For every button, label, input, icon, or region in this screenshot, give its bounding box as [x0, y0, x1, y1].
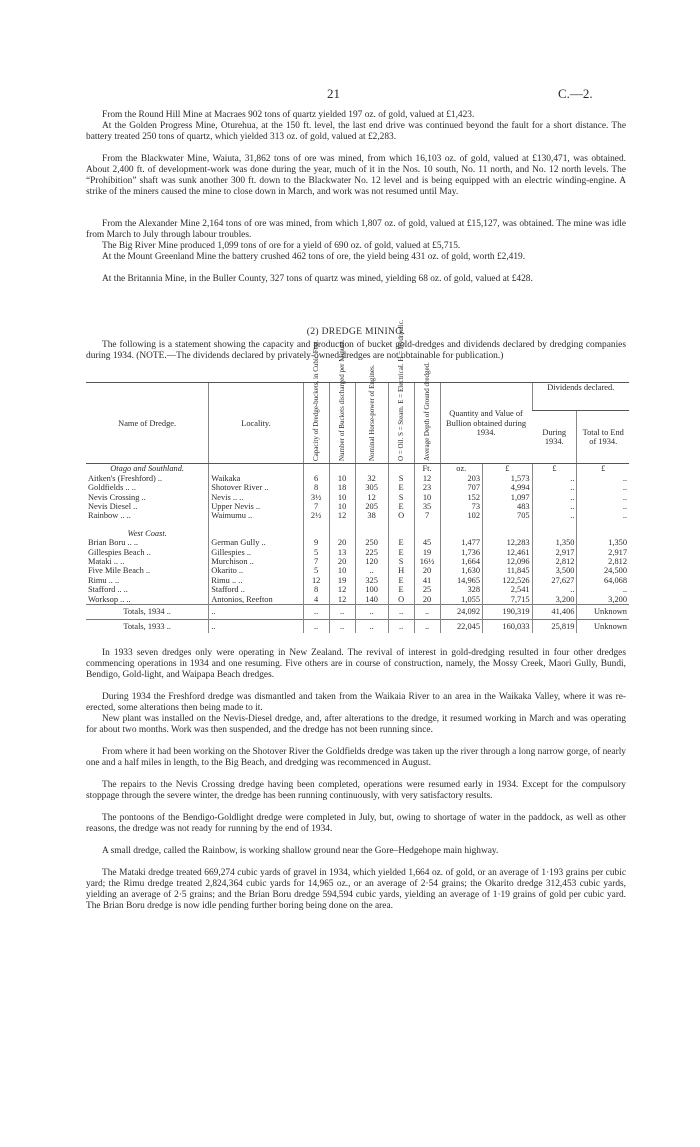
cell-horsepower: 250 — [355, 538, 388, 547]
cell-power: O — [388, 595, 414, 605]
cell-capacity: 9 — [303, 538, 329, 547]
cell-value: 160,033 — [483, 619, 533, 633]
cell-buckets: 18 — [329, 483, 355, 492]
cell-horsepower: .. — [355, 619, 388, 633]
cell-div-during: 25,819 — [532, 619, 577, 633]
header-buckets: Number of Buckets discharged per Minute. — [329, 383, 355, 464]
cell-name: Brian Boru .. .. — [88, 538, 139, 548]
cell-value: 1,573 — [483, 474, 533, 483]
cell-capacity: 3½ — [303, 493, 329, 502]
page-header — [0, 86, 700, 102]
cell-capacity: 7 — [303, 557, 329, 566]
cell-oz: 1,055 — [440, 595, 482, 605]
totals-rows — [86, 605, 629, 633]
cell-capacity: 5 — [303, 548, 329, 557]
cell-power: S — [388, 474, 414, 483]
cell-capacity: .. — [303, 619, 329, 633]
cell-value: 11,845 — [483, 566, 533, 575]
cell-name: Five Mile Beach .. — [88, 566, 151, 576]
cell-buckets: .. — [329, 619, 355, 633]
cell-depth: 19 — [414, 548, 440, 557]
cell-name: Nevis Crossing .. — [88, 492, 146, 502]
cell-div-during: 2,812 — [532, 557, 577, 566]
cell-div-during: 27,627 — [532, 576, 577, 585]
cell-name: Mataki .. .. — [88, 557, 125, 567]
header-div-total: Total to End of 1934. — [577, 411, 629, 464]
cell-div-during: .. — [532, 511, 577, 520]
cell-depth: 10 — [414, 493, 440, 502]
table-row — [86, 595, 629, 605]
cell-name: Rimu .. .. — [88, 575, 120, 585]
header-div-during: During 1934. — [532, 411, 577, 464]
cell-name: Nevis Diesel .. — [88, 502, 138, 512]
cell-div-during: 41,406 — [532, 605, 577, 619]
cell-div-during: 3,500 — [532, 566, 577, 575]
unit-div-during: £ — [532, 464, 577, 474]
cell-horsepower: 205 — [355, 502, 388, 511]
cell-depth: .. — [414, 619, 440, 633]
cell-power: S — [388, 557, 414, 566]
cell-horsepower: 305 — [355, 483, 388, 492]
cell-value: 12,461 — [483, 548, 533, 557]
cell-div-total: 2,812 — [577, 557, 629, 566]
paragraph-britannia: At the Britannia Mine, in the Buller County, 327 tons of quartz was mined, yielding 68 oz. of gold, valued at £428. — [102, 274, 533, 284]
header-capacity: Capacity of Dredge-buckets, in Cubic Feet. — [303, 383, 329, 464]
cell-name: Worksop .. .. — [88, 594, 131, 604]
cell-locality: Gillespies .. — [209, 548, 303, 557]
unit-div-total: £ — [577, 464, 629, 474]
cell-horsepower: 100 — [355, 585, 388, 594]
cell-locality: .. — [209, 619, 303, 633]
cell-div-during: 2,917 — [532, 548, 577, 557]
cell-buckets: 12 — [329, 595, 355, 605]
cell-capacity: 4 — [303, 595, 329, 605]
cell-power: .. — [388, 619, 414, 633]
cell-name: Goldfields .. .. — [88, 483, 136, 493]
cell-div-total: Unknown — [577, 605, 629, 619]
cell-value: 190,319 — [483, 605, 533, 619]
cell-power: .. — [388, 605, 414, 619]
cell-power: E — [388, 483, 414, 492]
table-row — [86, 483, 629, 492]
cell-capacity: 5 — [303, 566, 329, 575]
cell-depth: 7 — [414, 511, 440, 520]
cell-capacity: 6 — [303, 474, 329, 483]
cell-depth: 35 — [414, 502, 440, 511]
paragraph-rainbow: A small dredge, called the Rainbow, is working shallow ground near the Gore–Hedgehope main highway. — [102, 846, 499, 856]
cell-buckets: .. — [329, 605, 355, 619]
totals-row — [86, 605, 629, 619]
cell-horsepower: 38 — [355, 511, 388, 520]
cell-locality: Murchison .. — [209, 557, 303, 566]
cell-div-total: 24,500 — [577, 566, 629, 575]
cell-buckets: 20 — [329, 557, 355, 566]
paragraph-mataki-rimu: The Mataki dredge treated 669,274 cubic yards of gravel in 1934, which yielded 1,664 oz. of gold, or an average of 1·193 grains per cubic yard; the Rimu dredge treated 2,824,364 cubic yards for 14,965 oz., or an average of 2·54 grains; the Okarito dredge 312,453 cubic yards, yielding an average of 2·5 grains; and the Brian Boru dredge 594,594 cubic yards, yielding an average of 1·19 grains of gold per cubic yard. The Brian Boru dredge is now idle pending further boring being done on the area. — [86, 868, 626, 911]
cell-buckets: 10 — [329, 566, 355, 575]
cell-div-total: 64,068 — [577, 576, 629, 585]
region-row-west-coast — [86, 521, 629, 538]
cell-buckets: 10 — [329, 493, 355, 502]
cell-horsepower: .. — [355, 605, 388, 619]
cell-oz: 1,630 — [440, 566, 482, 575]
cell-power: O — [388, 511, 414, 520]
cell-value: 483 — [483, 502, 533, 511]
section-heading: (2) DREDGE MINING. — [306, 326, 406, 337]
cell-capacity: 8 — [303, 483, 329, 492]
cell-div-total: .. — [577, 502, 629, 511]
cell-depth: 20 — [414, 595, 440, 605]
region-title: West Coast. — [127, 528, 167, 538]
header-dividends: Dividends declared. — [532, 383, 629, 411]
cell-capacity: 8 — [303, 585, 329, 594]
region-west-coast-rows — [86, 538, 629, 604]
cell-totals-label: Totals, 1933 .. — [86, 619, 209, 633]
unit-depth: Ft. — [414, 464, 440, 474]
cell-div-total: .. — [577, 474, 629, 483]
cell-oz: 22,045 — [440, 619, 482, 633]
cell-div-total: 2,917 — [577, 548, 629, 557]
cell-name: Aitken's (Freshford) .. — [88, 473, 163, 483]
paragraph-round-hill: From the Round Hill Mine at Macraes 902 tons of quartz yielded 197 oz. of gold, valued at £1,423. — [102, 110, 475, 120]
cell-buckets: 20 — [329, 538, 355, 547]
cell-div-total: Unknown — [577, 619, 629, 633]
cell-oz: 152 — [440, 493, 482, 502]
cell-div-during: 3,200 — [532, 595, 577, 605]
paragraph-nevis-crossing: The repairs to the Nevis Crossing dredge having been completed, operations were resumed early in 1934. Except for the compulsory stoppage through the severe winter, the dredge has been running continuously, with very satisfactory results. — [86, 780, 626, 801]
cell-locality: Waimumu .. — [209, 511, 303, 520]
cell-div-total: .. — [577, 493, 629, 502]
header-depth: Average Depth of Ground dredged. — [414, 383, 440, 464]
cell-capacity: .. — [303, 605, 329, 619]
cell-div-total: .. — [577, 511, 629, 520]
cell-div-total: .. — [577, 585, 629, 594]
table-row — [86, 502, 629, 511]
cell-totals-label: Totals, 1934 .. — [86, 605, 209, 619]
cell-oz: 102 — [440, 511, 482, 520]
paragraph-golden-progress: At the Golden Progress Mine, Oturehua, at the 150 ft. level, the last end drive was continued beyond the fault for a short distance. The battery treated 250 tons of quartz, which yielded 313 oz. of gold, valued at £2,283. — [86, 121, 626, 142]
paragraph-blackwater: From the Blackwater Mine, Waiuta, 31,862 tons of ore was mined, from which 16,103 oz. of gold, valued at £130,471, was obtained. About 2,400 ft. of development-work was done during the year, much of it in the Nos. 10 south, No. 11 north, and No. 12 north levels. The “Prohibition” shaft was sunk another 300 ft. down to the Blackwater No. 12 level and is being equipped with an electric winding-engine. A strike of the miners caused the mine to close down in March, and work was not resumed until May. — [86, 154, 626, 197]
cell-div-total: .. — [577, 483, 629, 492]
cell-power: E — [388, 502, 414, 511]
cell-depth: .. — [414, 605, 440, 619]
cell-div-during: .. — [532, 493, 577, 502]
paragraph-1933-dredges: In 1933 seven dredges only were operating in New Zealand. The revival of interest in gold-dredging resulted in four other dredges commencing operations in 1934 and one resuming. Five others are in course of construction, namely, the Mossy Creek, Maori Gully, Bundi, Bendigo, Gold-light, and Waipapa Beach dredges. — [86, 648, 626, 680]
cell-name: Gillespies Beach .. — [88, 547, 151, 557]
table-row — [86, 474, 629, 483]
cell-oz: 1,736 — [440, 548, 482, 557]
region-row-otago — [86, 464, 629, 474]
cell-value: 4,994 — [483, 483, 533, 492]
cell-oz: 203 — [440, 474, 482, 483]
cell-div-total: 1,350 — [577, 538, 629, 547]
cell-div-during: .. — [532, 585, 577, 594]
cell-depth: 16½ — [414, 557, 440, 566]
cell-power: E — [388, 538, 414, 547]
cell-power: E — [388, 548, 414, 557]
cell-horsepower: 32 — [355, 474, 388, 483]
cell-horsepower: 325 — [355, 576, 388, 585]
document-reference: C.—2. — [558, 86, 593, 101]
cell-horsepower: 225 — [355, 548, 388, 557]
cell-horsepower: .. — [355, 566, 388, 575]
table-row — [86, 576, 629, 585]
cell-capacity: 12 — [303, 576, 329, 585]
table-row — [86, 585, 629, 594]
paragraph-nevis-diesel: New plant was installed on the Nevis-Diesel dredge, and, after alterations to the dredge, it resumed working in March and was operating for about two months. Work was then suspended, and the dredge has not been running since. — [86, 714, 626, 735]
paragraph-bendigo-goldlight: The pontoons of the Bendigo-Goldlight dredge were completed in July, but, owing to shortage of water in the paddock, as well as other reasons, the dredge was not ready for running by the end of 1934. — [86, 813, 626, 834]
cell-horsepower: 140 — [355, 595, 388, 605]
cell-value: 12,096 — [483, 557, 533, 566]
cell-oz: 707 — [440, 483, 482, 492]
cell-depth: 25 — [414, 585, 440, 594]
cell-buckets: 10 — [329, 474, 355, 483]
cell-locality: Waikaka — [209, 474, 303, 483]
cell-locality: Okarito .. — [209, 566, 303, 575]
cell-oz: 14,965 — [440, 576, 482, 585]
table-row — [86, 557, 629, 566]
totals-row — [86, 619, 629, 633]
header-horsepower: Nominal Horse-power of Engines. — [355, 383, 388, 464]
cell-locality: Antonios, Reefton — [209, 595, 303, 605]
cell-buckets: 12 — [329, 585, 355, 594]
cell-buckets: 12 — [329, 511, 355, 520]
cell-div-total: 3,200 — [577, 595, 629, 605]
cell-div-during: .. — [532, 474, 577, 483]
cell-locality: Stafford .. — [209, 585, 303, 594]
cell-horsepower: 120 — [355, 557, 388, 566]
cell-oz: 1,477 — [440, 538, 482, 547]
region-title: Otago and Southland. — [110, 464, 184, 474]
header-locality: Locality. — [209, 383, 303, 464]
cell-power: S — [388, 493, 414, 502]
cell-horsepower: 12 — [355, 493, 388, 502]
cell-oz: 24,092 — [440, 605, 482, 619]
paragraph-mount-greenland: At the Mount Greenland Mine the battery crushed 462 tons of ore, the yield being 431 oz. of gold, worth £2,419. — [102, 252, 526, 262]
paragraph-goldfields: From where it had been working on the Shotover River the Goldfields dredge was taken up the river through a long narrow gorge, of nearly one and a half miles in length, to the Big Beach, and dredging was recommenced in August. — [86, 747, 626, 768]
cell-value: 705 — [483, 511, 533, 520]
cell-name: Stafford .. .. — [88, 585, 128, 595]
paragraph-alexander: From the Alexander Mine 2,164 tons of ore was mined, from which 1,807 oz. of gold, valued at £15,127, was obtained. The mine was idle from March to July through labour troubles. — [86, 219, 626, 240]
paragraph-intro: The following is a statement showing the capacity and production of bucket gold-dredges and dividends declared by dredging companies during 1934. (NOTE.—The dividends declared by privately-owned dredges are not obtainable for publication.) — [86, 340, 626, 361]
paragraph-freshford: During 1934 the Freshford dredge was dismantled and taken from the Waikaia River to an area in the Waikaka Valley, where it was re-erected, some alterations then being made to it. — [86, 692, 626, 713]
cell-depth: 12 — [414, 474, 440, 483]
cell-locality: Shotover River .. — [209, 483, 303, 492]
page-number: 21 — [327, 86, 340, 101]
unit-value: £ — [483, 464, 533, 474]
cell-buckets: 13 — [329, 548, 355, 557]
cell-div-during: .. — [532, 483, 577, 492]
cell-locality: German Gully .. — [209, 538, 303, 547]
cell-locality: Rimu .. .. — [209, 576, 303, 585]
cell-locality: Nevis .. .. — [209, 493, 303, 502]
table-row — [86, 493, 629, 502]
cell-div-during: .. — [532, 502, 577, 511]
cell-oz: 73 — [440, 502, 482, 511]
paragraph-big-river: The Big River Mine produced 1,099 tons of ore for a yield of 690 oz. of gold, valued at £5,715. — [102, 241, 461, 251]
cell-buckets: 19 — [329, 576, 355, 585]
cell-power: E — [388, 585, 414, 594]
cell-depth: 41 — [414, 576, 440, 585]
table-header-row — [86, 383, 629, 411]
region-otago-rows — [86, 474, 629, 521]
table-row — [86, 548, 629, 557]
header-power-key: O = Oil. S = Steam. E = Electrical. H = Hydraulic. — [388, 383, 414, 464]
cell-capacity: 7 — [303, 502, 329, 511]
cell-value: 12,283 — [483, 538, 533, 547]
cell-depth: 20 — [414, 566, 440, 575]
cell-value: 2,541 — [483, 585, 533, 594]
header-bullion: Quantity and Value of Bullion obtained during 1934. — [440, 383, 532, 464]
unit-oz: oz. — [440, 464, 482, 474]
cell-depth: 23 — [414, 483, 440, 492]
cell-oz: 328 — [440, 585, 482, 594]
table-row — [86, 538, 629, 547]
cell-div-during: 1,350 — [532, 538, 577, 547]
cell-locality: Upper Nevis .. — [209, 502, 303, 511]
cell-depth: 45 — [414, 538, 440, 547]
cell-oz: 1,664 — [440, 557, 482, 566]
cell-value: 7,715 — [483, 595, 533, 605]
cell-power: H — [388, 566, 414, 575]
cell-value: 122,526 — [483, 576, 533, 585]
cell-value: 1,097 — [483, 493, 533, 502]
header-name: Name of Dredge. — [86, 383, 209, 464]
cell-locality: .. — [209, 605, 303, 619]
cell-name: Rainbow .. .. — [88, 511, 131, 521]
cell-buckets: 10 — [329, 502, 355, 511]
table-row — [86, 566, 629, 575]
cell-power: E — [388, 576, 414, 585]
cell-capacity: 2½ — [303, 511, 329, 520]
table-row — [86, 511, 629, 520]
